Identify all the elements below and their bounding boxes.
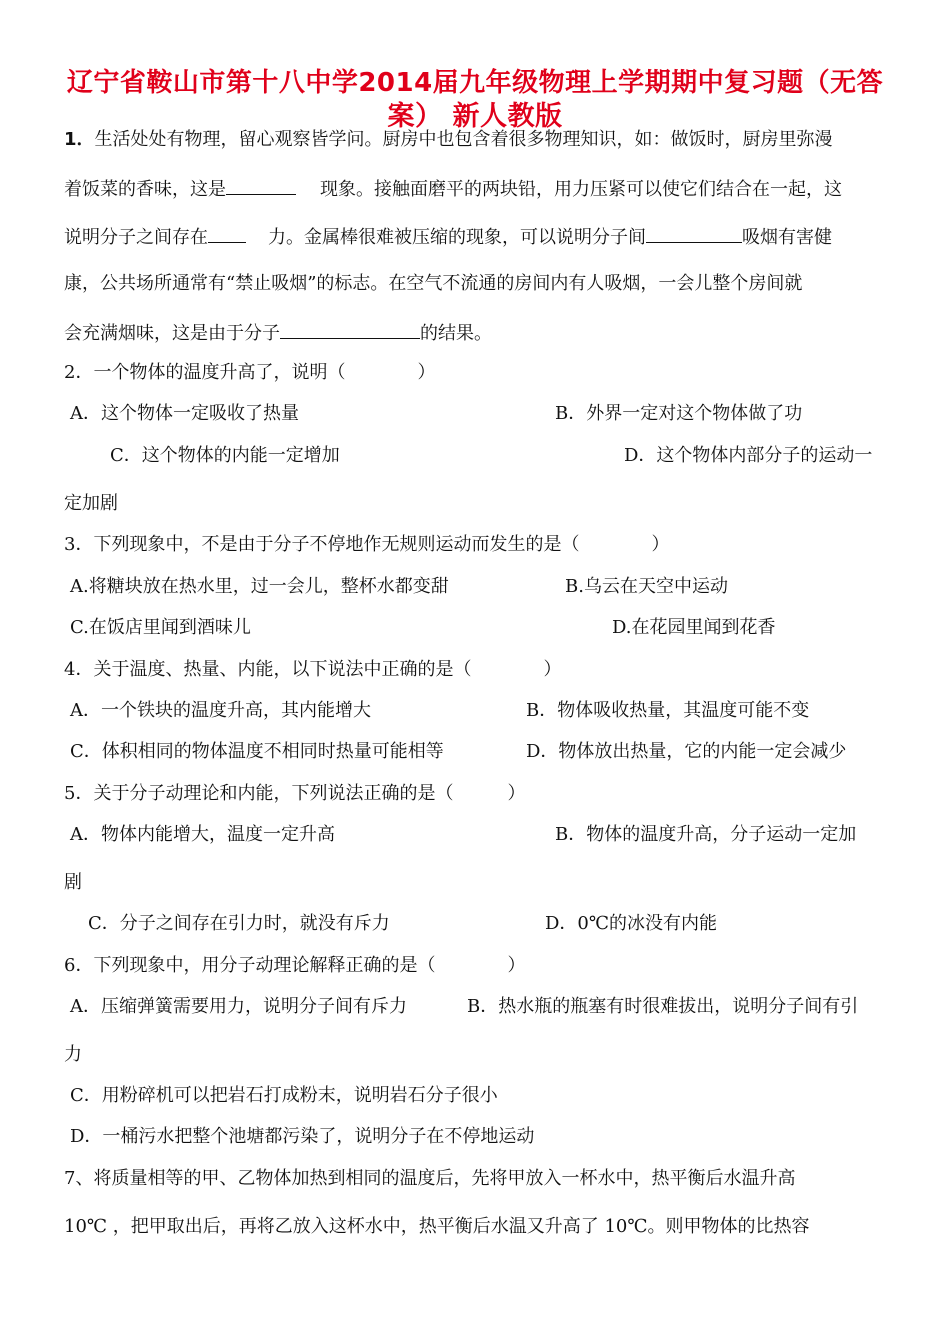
- q3-option-a: A.将糖块放在热水里，过一会儿，整杯水都变甜: [70, 576, 449, 597]
- q5-option-a: A．物体内能增大，温度一定升高: [70, 824, 335, 845]
- title-line-1: 辽宁省鞍山市第十八中学2014届九年级物理上学期期中复习题（无答: [66, 68, 884, 98]
- q2-option-d: D．这个物体内部分子的运动一: [624, 445, 873, 466]
- q5-option-b-cont: 剧: [64, 872, 82, 893]
- title-line-2: 案） 新人教版: [387, 101, 563, 132]
- answer-blank[interactable]: [280, 320, 420, 339]
- q2-stem: 2．一个物体的温度升高了，说明（ ）: [64, 362, 436, 383]
- q1-text-1: 生活处处有物理，留心观察皆学问。厨房中也包含着很多物理知识，如：做饭时，厨房里弥漫: [94, 129, 833, 150]
- q1-text-3a: 说明分子之间存在: [64, 227, 208, 248]
- q3-option-d: D.在花园里闻到花香: [612, 617, 776, 638]
- answer-blank[interactable]: [226, 176, 296, 195]
- q6-option-a: A．压缩弹簧需要用力，说明分子间有斥力: [70, 996, 407, 1017]
- q1-line-3: [64, 224, 832, 250]
- q4-option-b: B．物体吸收热量，其温度可能不变: [526, 700, 810, 721]
- q1-text-3c: 吸烟有害健: [742, 227, 832, 248]
- q1-text-3b: 力。金属棒很难被压缩的现象，可以说明分子间: [268, 227, 646, 248]
- q6-option-d: D．一桶污水把整个池塘都污染了，说明分子在不停地运动: [70, 1126, 535, 1147]
- q1-text-5b: 的结果。: [420, 323, 492, 344]
- q2-option-d-cont: 定加剧: [64, 493, 118, 514]
- q3-stem: 3．下列现象中，不是由于分子不停地作无规则运动而发生的是（ ）: [64, 534, 670, 555]
- q1-line-4: 康，公共场所通常有“禁止吸烟”的标志。在空气不流通的房间内有人吸烟，一会儿整个房间就: [64, 273, 803, 294]
- answer-blank[interactable]: [646, 224, 742, 243]
- answer-blank[interactable]: [208, 224, 246, 243]
- q6-option-b: B．热水瓶的瓶塞有时很难拔出，说明分子间有引: [467, 996, 859, 1017]
- q7-line-2: 10℃ ，把甲取出后，再将乙放入这杯水中，热平衡后水温又升高了 10℃。则甲物体的比热容: [64, 1216, 810, 1237]
- q1-line-5: [64, 320, 492, 346]
- q1-line-1: [64, 128, 833, 152]
- q2-option-a: A．这个物体一定吸收了热量: [70, 403, 299, 424]
- q7-line-1: 7、将质量相等的甲、乙物体加热到相同的温度后，先将甲放入一杯水中，热平衡后水温升高: [64, 1168, 796, 1189]
- q1-text-2a: 着饭菜的香味，这是: [64, 179, 226, 200]
- q3-option-b: B.乌云在天空中运动: [565, 576, 728, 597]
- q6-stem: 6．下列现象中，用分子动理论解释正确的是（ ）: [64, 955, 526, 976]
- page-title: [60, 66, 890, 134]
- q1-text-2b: 现象。接触面磨平的两块铅，用力压紧可以使它们结合在一起，这: [320, 179, 842, 200]
- q2-option-b: B．外界一定对这个物体做了功: [555, 403, 803, 424]
- q5-option-b: B．物体的温度升高，分子运动一定加: [555, 824, 857, 845]
- q3-option-c: C.在饭店里闻到酒味儿: [70, 617, 251, 638]
- q4-option-d: D．物体放出热量，它的内能一定会减少: [526, 741, 847, 762]
- q2-option-c: C．这个物体的内能一定增加: [110, 445, 340, 466]
- q4-option-c: C．体积相同的物体温度不相同时热量可能相等: [70, 741, 444, 762]
- q5-option-c: C．分子之间存在引力时，就没有斥力: [88, 913, 390, 934]
- q4-option-a: A．一个铁块的温度升高，其内能增大: [70, 700, 371, 721]
- q1-number: 1．: [64, 129, 95, 150]
- q6-option-b-cont: 力: [64, 1044, 82, 1065]
- q6-option-c: C．用粉碎机可以把岩石打成粉末，说明岩石分子很小: [70, 1085, 498, 1106]
- q5-stem: 5．关于分子动理论和内能，下列说法正确的是（ ）: [64, 783, 526, 804]
- q4-stem: 4．关于温度、热量、内能，以下说法中正确的是（ ）: [64, 659, 562, 680]
- q1-text-5a: 会充满烟味，这是由于分子: [64, 323, 280, 344]
- q1-line-2: [64, 176, 842, 202]
- q5-option-d: D．0℃的冰没有内能: [545, 913, 718, 934]
